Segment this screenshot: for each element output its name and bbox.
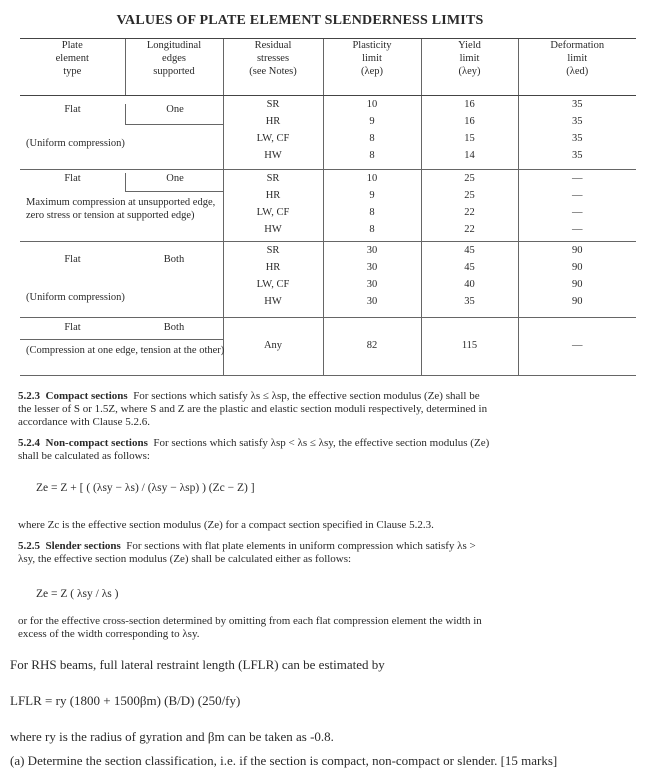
clause-heading: Slender sections [45, 540, 121, 552]
deformation-cell: — — — — [518, 170, 636, 242]
header-deformation-limit: Deformation limit (λed) [518, 39, 636, 96]
deformation-cell: 35 35 35 35 [518, 96, 636, 170]
slenderness-limits-table [20, 38, 636, 376]
yield-cell: 16 16 15 14 [421, 96, 518, 170]
slender-equation: Ze = Z ( λsy / λs ) [36, 588, 119, 600]
clause-text: For sections which satisfy λs ≤ λsp, the effective section modulus (Ze) shall be the lesser of S or 1.5Z, where S and Z are the plastic and elastic section moduli respectively, determined in accordance with Clause 5.2.6. [18, 390, 488, 428]
clause-5-2-5 [18, 540, 493, 566]
header-plasticity-limit: Plasticity limit (λep) [323, 39, 421, 96]
yield-cell: 115 [421, 318, 518, 376]
table-row [20, 170, 636, 242]
lflr-equation: LFLR = ry (1800 + 1500βm) (B/D) (250/fy) [10, 693, 241, 708]
edges-supported: Both [163, 322, 185, 333]
question-intro: For RHS beams, full lateral restraint length (LFLR) can be estimated by [10, 657, 385, 672]
table-header-row [20, 39, 636, 96]
table-row [20, 96, 636, 170]
clause-number: 5.2.4 [18, 437, 40, 449]
plate-type: Flat [64, 104, 81, 115]
plasticity-cell: 10 9 8 8 [323, 96, 421, 170]
where-zc-text: where Zc is the effective section modulus (Ze) for a compact section specified in Clause 5.2.3. [18, 519, 434, 531]
residual-stresses-cell: Any [223, 318, 323, 376]
deformation-cell: — [518, 318, 636, 376]
clause-5-2-4 [18, 437, 493, 463]
clause-number: 5.2.3 [18, 390, 40, 402]
plate-type: Flat [64, 173, 81, 184]
clause-number: 5.2.5 [18, 540, 40, 552]
edges-supported: One [125, 104, 224, 125]
question-part-a: (a) Determine the section classification, i.e. if the section is compact, non-compact or slender. [15 marks] [10, 753, 558, 768]
plasticity-cell: 82 [323, 318, 421, 376]
loading-description: Maximum compression at unsupported edge, zero stress or tension at supported edge) [26, 197, 216, 221]
yield-cell: 45 45 40 35 [421, 242, 518, 318]
residual-stresses-cell: SR HR LW, CF HW [223, 242, 323, 318]
yield-cell: 25 25 22 22 [421, 170, 518, 242]
clause-heading: Compact sections [45, 390, 128, 402]
plate-type: Flat [64, 254, 81, 265]
deformation-cell: 90 90 90 90 [518, 242, 636, 318]
header-plate-type: Plate element type [20, 39, 125, 96]
table-row [20, 242, 636, 318]
header-edges-supported: Longitudinal edges supported [125, 39, 223, 96]
loading-description: (Uniform compression) [26, 138, 125, 149]
clause-text: For sections which satisfy λsp < λs ≤ λsy, the effective section modulus (Ze) shall be calculated as follows: [18, 437, 490, 462]
residual-stresses-cell: SR HR LW, CF HW [223, 170, 323, 242]
table-title: VALUES OF PLATE ELEMENT SLENDERNESS LIMITS [116, 13, 484, 28]
clause-5-2-3 [18, 390, 493, 429]
plate-type: Flat [64, 322, 81, 333]
residual-stresses-cell: SR HR LW, CF HW [223, 96, 323, 170]
edges-supported: Both [163, 254, 185, 265]
question-where: where ry is the radius of gyration and βm can be taken as -0.8. [10, 729, 334, 744]
or-effective-text: or for the effective cross-section determined by omitting from each flat compression element the width in excess of the width corresponding to λsy. [18, 615, 482, 640]
clause-heading: Non-compact sections [45, 437, 148, 449]
edges-supported: One [125, 173, 224, 192]
loading-description: (Compression at one edge, tension at the other) [26, 345, 225, 356]
plasticity-cell: 10 9 8 8 [323, 170, 421, 242]
plasticity-cell: 30 30 30 30 [323, 242, 421, 318]
non-compact-equation: Ze = Z + [ ( (λsy − λs) / (λsy − λsp) ) (Zc − Z) ] [36, 482, 255, 494]
table-row [20, 318, 636, 376]
loading-description: (Uniform compression) [26, 292, 125, 303]
clause-text: For sections with flat plate elements in uniform compression which satisfy λs > λsy, the effective section modulus (Ze) shall be calculated either as follows: [18, 540, 476, 565]
header-residual-stresses: Residual stresses (see Notes) [223, 39, 323, 96]
header-yield-limit: Yield limit (λey) [421, 39, 518, 96]
